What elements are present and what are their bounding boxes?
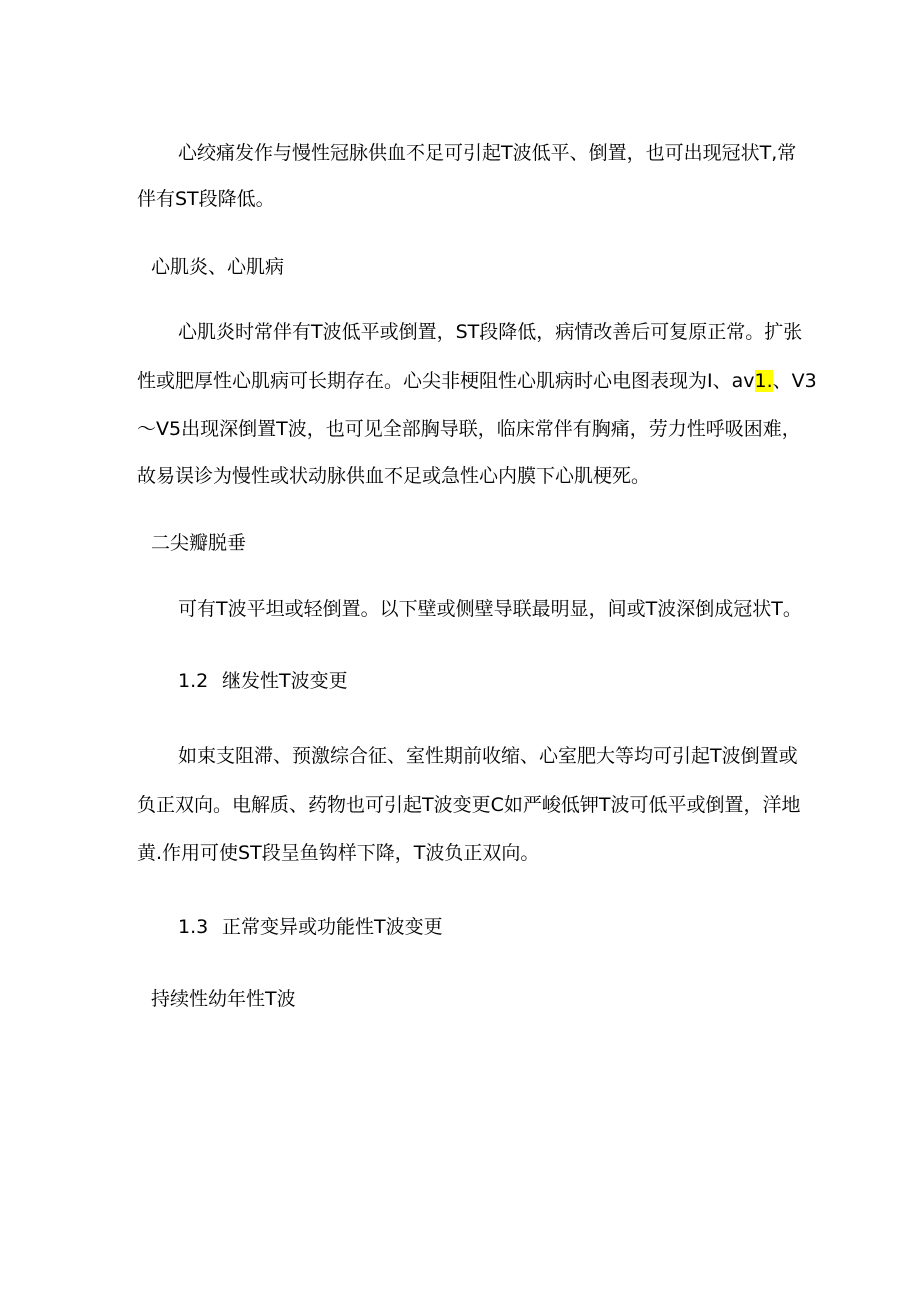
heading-mitral-prolapse: 二尖瓣脱垂 bbox=[151, 532, 247, 554]
paragraph-myocarditis-line-1: 心肌炎时常伴有T波低平或倒置，ST段降低，病情改善后可复原正常。扩张 bbox=[178, 321, 803, 343]
highlighted-text: 1. bbox=[754, 370, 773, 392]
paragraph-myocarditis-line-2-end: 、V3 bbox=[772, 370, 817, 392]
paragraph-angina-line-1: 心绞痛发作与慢性冠脉供血不足可引起T波低平、倒置，也可出现冠状T,常 bbox=[178, 142, 797, 164]
section-1-2-title: 继发性T波变更 bbox=[222, 670, 348, 692]
paragraph-angina-line-2: 伴有ST段降低。 bbox=[137, 188, 275, 210]
section-1-3-title: 正常变异或功能性T波变更 bbox=[222, 916, 443, 938]
paragraph-myocarditis-line-3: ～V5出现深倒置T波，也可见全部胸导联，临床常伴有胸痛，劳力性呼吸困难， bbox=[137, 418, 801, 440]
paragraph-myocarditis-line-2 bbox=[137, 369, 817, 393]
paragraph-secondary-line-3: 黄.作用可使ST段呈鱼钩样下降，T波负正双向。 bbox=[137, 842, 540, 864]
paragraph-secondary-line-2: 负正双向。电解质、药物也可引起T波变更C如严峻低钾T波可低平或倒置，洋地 bbox=[137, 794, 801, 816]
paragraph-mitral-prolapse: 可有T波平坦或轻倒置。以下壁或侧壁导联最明显，间或T波深倒成冠状T。 bbox=[178, 598, 802, 620]
section-1-2-number: 1.2 bbox=[178, 670, 209, 692]
heading-myocarditis: 心肌炎、心肌病 bbox=[151, 256, 285, 278]
paragraph-myocarditis-line-4: 故易误诊为慢性或状动脉供血不足或急性心内膜下心肌梗死。 bbox=[137, 465, 651, 487]
heading-juvenile-t-wave: 持续性幼年性T波 bbox=[151, 988, 296, 1010]
section-1-3-number: 1.3 bbox=[178, 916, 209, 938]
paragraph-myocarditis-line-2-start: 性或肥厚性心肌病可长期存在。心尖非梗阻性心肌病时心电图表现为I、av bbox=[137, 370, 755, 392]
paragraph-secondary-line-1: 如束支阻滞、预激综合征、室性期前收缩、心室肥大等均可引起T波倒置或 bbox=[178, 745, 798, 767]
